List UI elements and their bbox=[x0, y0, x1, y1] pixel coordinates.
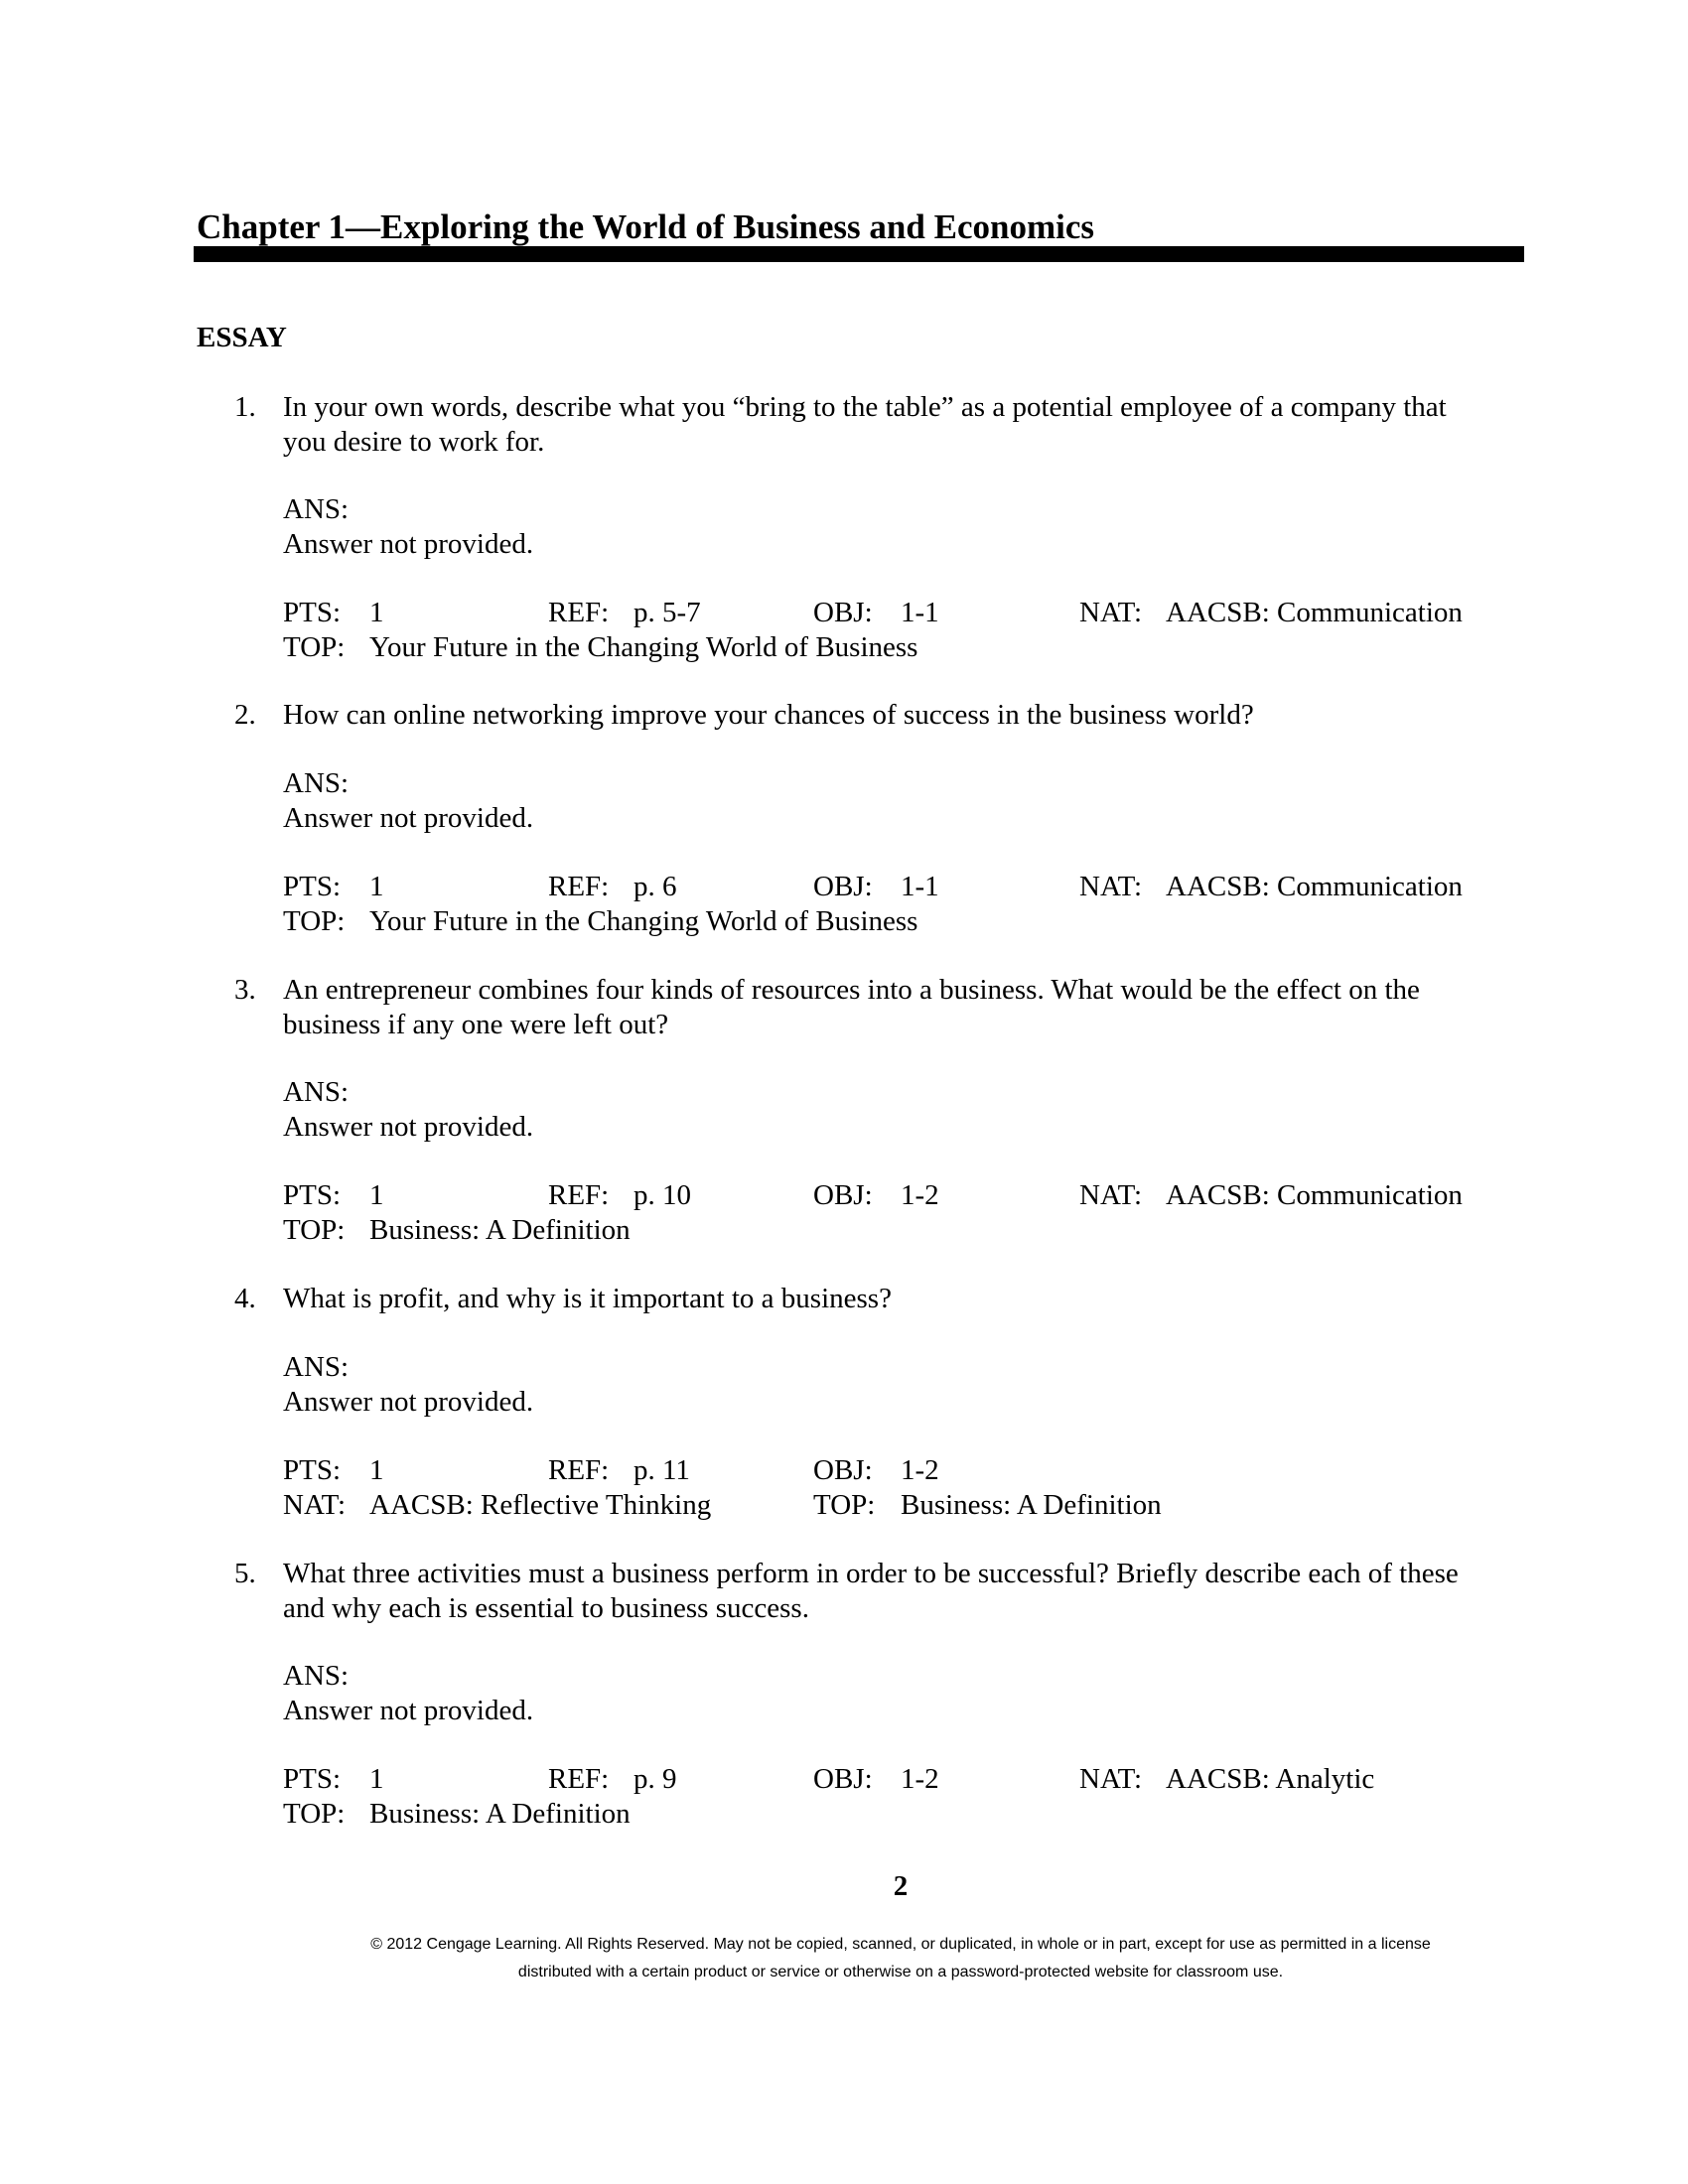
ref-label: REF: bbox=[548, 597, 610, 628]
pts-label: PTS: bbox=[283, 1179, 342, 1211]
obj-value: 1-1 bbox=[901, 871, 939, 902]
question-text bbox=[283, 698, 1524, 733]
meta-line bbox=[0, 904, 1688, 939]
top-label: TOP: bbox=[283, 1798, 346, 1830]
pts-value: 1 bbox=[369, 871, 384, 902]
ref-label: REF: bbox=[548, 1454, 610, 1486]
meta-line bbox=[0, 596, 1688, 630]
pts-value: 1 bbox=[369, 1454, 384, 1486]
nat-value: AACSB: Reflective Thinking bbox=[369, 1489, 712, 1521]
meta-line bbox=[0, 1488, 1688, 1523]
obj-value: 1-2 bbox=[901, 1763, 939, 1795]
top-label: TOP: bbox=[283, 905, 346, 937]
obj-value: 1-2 bbox=[901, 1454, 939, 1486]
question-line: An entrepreneur combines four kinds of resources into a business. What would be the effect on the bbox=[283, 974, 1420, 1006]
question-line: How can online networking improve your chances of success in the business world? bbox=[283, 699, 1254, 731]
meta-line bbox=[0, 1797, 1688, 1832]
answer-block bbox=[283, 1350, 533, 1420]
nat-value: AACSB: Communication bbox=[1166, 871, 1463, 902]
top-value: Business: A Definition bbox=[369, 1214, 631, 1246]
nat-value: AACSB: Analytic bbox=[1166, 1763, 1375, 1795]
question-number: 1. bbox=[234, 391, 256, 423]
answer-label: ANS: bbox=[283, 1076, 350, 1108]
question-number: 4. bbox=[234, 1283, 256, 1314]
question-text bbox=[283, 1282, 1524, 1316]
pts-value: 1 bbox=[369, 597, 384, 628]
obj-label: OBJ: bbox=[813, 871, 873, 902]
pts-label: PTS: bbox=[283, 597, 342, 628]
ref-value: p. 5-7 bbox=[633, 597, 701, 628]
top-value: Business: A Definition bbox=[369, 1798, 631, 1830]
ref-label: REF: bbox=[548, 1179, 610, 1211]
meta-line bbox=[0, 870, 1688, 904]
meta-line bbox=[0, 1453, 1688, 1488]
pts-label: PTS: bbox=[283, 1763, 342, 1795]
question-line: What is profit, and why is it important to a business? bbox=[283, 1283, 892, 1314]
pts-value: 1 bbox=[369, 1179, 384, 1211]
question-line: business if any one were left out? bbox=[283, 1009, 669, 1040]
copyright-line-2: distributed with a certain product or service or otherwise on a password-protected website for classroom use. bbox=[517, 1964, 1284, 1980]
meta-line bbox=[0, 1762, 1688, 1797]
ref-value: p. 10 bbox=[633, 1179, 691, 1211]
ref-value: p. 9 bbox=[633, 1763, 677, 1795]
title-rule bbox=[194, 246, 1524, 262]
ref-value: p. 6 bbox=[633, 871, 677, 902]
top-label: TOP: bbox=[283, 1214, 346, 1246]
answer-text: Answer not provided. bbox=[283, 1111, 534, 1143]
obj-value: 1-2 bbox=[901, 1179, 939, 1211]
obj-label: OBJ: bbox=[813, 1454, 873, 1486]
nat-label: NAT: bbox=[1079, 871, 1142, 902]
answer-block bbox=[283, 1075, 533, 1145]
pts-label: PTS: bbox=[283, 871, 342, 902]
answer-label: ANS: bbox=[283, 1660, 350, 1692]
obj-value: 1-1 bbox=[901, 597, 939, 628]
nat-label: NAT: bbox=[1079, 597, 1142, 628]
copyright-line-1: © 2012 Cengage Learning. All Rights Reserved. May not be copied, scanned, or duplicated, in whole or in part, except for use as permitted in a license bbox=[370, 1936, 1431, 1953]
section-heading: ESSAY bbox=[197, 322, 287, 353]
question-line: and why each is essential to business success. bbox=[283, 1592, 809, 1624]
question-line: you desire to work for. bbox=[283, 426, 545, 458]
meta-line bbox=[0, 630, 1688, 665]
nat-label: NAT: bbox=[1079, 1763, 1142, 1795]
nat-value: AACSB: Communication bbox=[1166, 1179, 1463, 1211]
answer-label: ANS: bbox=[283, 1351, 350, 1383]
answer-text: Answer not provided. bbox=[283, 528, 534, 560]
question-line: What three activities must a business perform in order to be successful? Briefly describe each of these bbox=[283, 1558, 1459, 1589]
top-label: TOP: bbox=[813, 1489, 876, 1521]
answer-text: Answer not provided. bbox=[283, 1695, 534, 1726]
obj-label: OBJ: bbox=[813, 1179, 873, 1211]
nat-label: NAT: bbox=[283, 1489, 346, 1521]
question-text bbox=[283, 973, 1524, 1042]
nat-value: AACSB: Communication bbox=[1166, 597, 1463, 628]
obj-label: OBJ: bbox=[813, 1763, 873, 1795]
answer-label: ANS: bbox=[283, 493, 350, 525]
pts-label: PTS: bbox=[283, 1454, 342, 1486]
answer-text: Answer not provided. bbox=[283, 802, 534, 834]
top-value: Your Future in the Changing World of Business bbox=[369, 631, 918, 663]
nat-label: NAT: bbox=[1079, 1179, 1142, 1211]
ref-label: REF: bbox=[548, 871, 610, 902]
page-number: 2 bbox=[893, 1870, 909, 1902]
obj-label: OBJ: bbox=[813, 597, 873, 628]
ref-value: p. 11 bbox=[633, 1454, 690, 1486]
meta-line bbox=[0, 1178, 1688, 1213]
answer-text: Answer not provided. bbox=[283, 1386, 534, 1418]
answer-block bbox=[283, 766, 533, 836]
question-number: 3. bbox=[234, 974, 256, 1006]
answer-label: ANS: bbox=[283, 767, 350, 799]
top-value: Business: A Definition bbox=[901, 1489, 1162, 1521]
top-value: Your Future in the Changing World of Business bbox=[369, 905, 918, 937]
question-text bbox=[283, 1557, 1524, 1626]
top-label: TOP: bbox=[283, 631, 346, 663]
ref-label: REF: bbox=[548, 1763, 610, 1795]
pts-value: 1 bbox=[369, 1763, 384, 1795]
question-number: 5. bbox=[234, 1558, 256, 1589]
question-number: 2. bbox=[234, 699, 256, 731]
answer-block bbox=[283, 492, 533, 562]
question-text bbox=[283, 390, 1524, 460]
answer-block bbox=[283, 1659, 533, 1728]
meta-line bbox=[0, 1213, 1688, 1248]
page-title: Chapter 1—Exploring the World of Business and Economics bbox=[197, 207, 1094, 246]
question-line: In your own words, describe what you “bring to the table” as a potential employee of a company that bbox=[283, 391, 1447, 423]
